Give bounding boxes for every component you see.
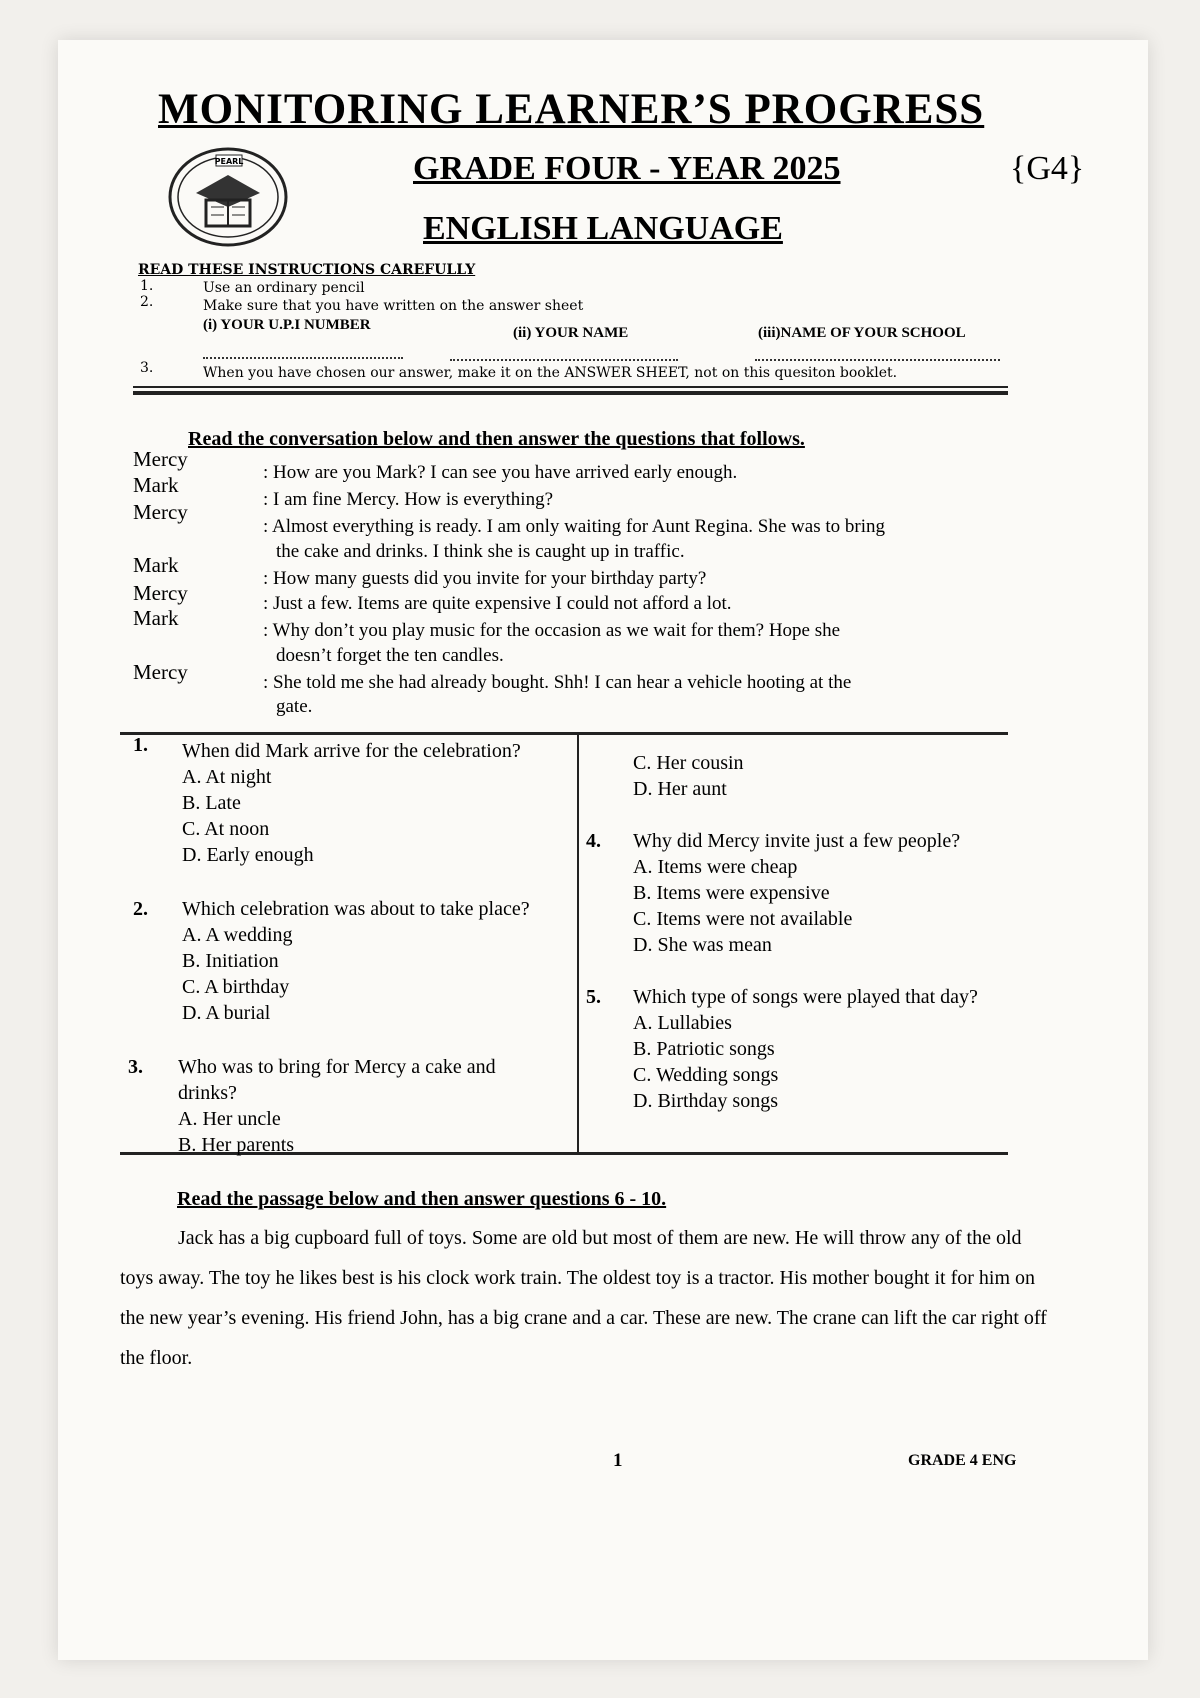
q3-option-c[interactable]: C. Her cousin bbox=[633, 752, 744, 774]
school-answer-line[interactable] bbox=[755, 358, 1000, 361]
speaker-6: Mark bbox=[133, 606, 179, 630]
speaker-4: Mark bbox=[133, 553, 179, 577]
page-number: 1 bbox=[613, 1450, 623, 1471]
conversation-heading: Read the conversation below and then answer the questions that follows. bbox=[188, 428, 805, 450]
questions-column-divider bbox=[577, 734, 579, 1152]
dialogue-6: : Why don’t you play music for the occasion as we wait for them? Hope she bbox=[263, 620, 841, 641]
speaker-1: Mercy bbox=[133, 447, 188, 471]
grade-code: {G4} bbox=[1010, 150, 1085, 187]
instruction-2-num: 2. bbox=[140, 294, 154, 310]
instruction-3-num: 3. bbox=[140, 360, 154, 376]
dialogue-4: : How many guests did you invite for your birthday party? bbox=[263, 568, 707, 589]
subject-title: ENGLISH LANGUAGE bbox=[423, 210, 783, 247]
q5-option-a[interactable]: A. Lullabies bbox=[633, 1012, 732, 1034]
speaker-3: Mercy bbox=[133, 500, 188, 524]
q5-option-b[interactable]: B. Patriotic songs bbox=[633, 1038, 775, 1060]
q3-option-b[interactable]: B. Her parents bbox=[178, 1134, 295, 1156]
exam-page bbox=[58, 40, 1148, 1660]
instruction-3: When you have chosen our answer, make it on the ANSWER SHEET, not on this quesiton booklet. bbox=[203, 365, 898, 381]
dialogue-5: : Just a few. Items are quite expensive I could not afford a lot. bbox=[263, 593, 732, 614]
instruction-1-num: 1. bbox=[140, 278, 154, 294]
passage-heading: Read the passage below and then answer questions 6 - 10. bbox=[177, 1188, 667, 1210]
dialogue-3-cont: the cake and drinks. I think she is caught up in traffic. bbox=[276, 541, 685, 562]
question-2-text: Which celebration was about to take place? bbox=[182, 898, 530, 920]
dialogue-7-cont: gate. bbox=[276, 696, 313, 717]
instructions-heading: READ THESE INSTRUCTIONS CAREFULLY bbox=[138, 262, 476, 278]
school-field-label: (iii)NAME OF YOUR SCHOOL bbox=[758, 325, 966, 341]
question-4-text: Why did Mercy invite just a few people? bbox=[633, 830, 961, 852]
q2-option-b[interactable]: B. Initiation bbox=[182, 950, 279, 972]
q1-option-d[interactable]: D. Early enough bbox=[182, 844, 314, 866]
q1-option-b[interactable]: B. Late bbox=[182, 792, 241, 814]
dialogue-3: : Almost everything is ready. I am only waiting for Aunt Regina. She was to bring bbox=[263, 516, 885, 537]
q1-option-c[interactable]: C. At noon bbox=[182, 818, 270, 840]
logo-text: PEARL bbox=[214, 157, 244, 166]
question-5-text: Which type of songs were played that day? bbox=[633, 986, 978, 1008]
q5-option-d[interactable]: D. Birthday songs bbox=[633, 1090, 778, 1112]
instruction-2: Make sure that you have written on the answer sheet bbox=[203, 298, 584, 314]
name-answer-line[interactable] bbox=[450, 358, 678, 361]
q2-option-c[interactable]: C. A birthday bbox=[182, 976, 290, 998]
divider-top bbox=[133, 386, 1008, 388]
footer-label: GRADE 4 ENG bbox=[908, 1452, 1017, 1469]
dialogue-1: : How are you Mark? I can see you have arrived early enough. bbox=[263, 462, 738, 483]
name-field-label: (ii) YOUR NAME bbox=[513, 325, 629, 341]
question-1-text: When did Mark arrive for the celebration? bbox=[182, 740, 521, 762]
speaker-5: Mercy bbox=[133, 581, 188, 605]
questions-top-border bbox=[120, 732, 1008, 735]
question-5-number: 5. bbox=[586, 986, 601, 1008]
passage-text: Jack has a big cupboard full of toys. Some are old but most of them are new. He will throw any of the old toys away. The toy he likes best is his clock work train. The oldest toy is a tractor. His mother bought it for him on the new year’s evening. His friend John, has a big crane and a car. These are new. The crane can lift the car right off the floor. bbox=[120, 1227, 1047, 1369]
question-4-number: 4. bbox=[586, 830, 601, 852]
instruction-1: Use an ordinary pencil bbox=[203, 280, 365, 296]
q4-option-d[interactable]: D. She was mean bbox=[633, 934, 772, 956]
dialogue-2: : I am fine Mercy. How is everything? bbox=[263, 489, 554, 510]
q3-option-d[interactable]: D. Her aunt bbox=[633, 778, 727, 800]
q3-option-a[interactable]: A. Her uncle bbox=[178, 1108, 281, 1130]
question-2-number: 2. bbox=[133, 898, 148, 920]
upi-field-label: (i) YOUR U.P.I NUMBER bbox=[203, 317, 371, 333]
q4-option-b[interactable]: B. Items were expensive bbox=[633, 882, 830, 904]
question-3-text-cont: drinks? bbox=[178, 1082, 237, 1104]
q2-option-a[interactable]: A. A wedding bbox=[182, 924, 293, 946]
q4-option-a[interactable]: A. Items were cheap bbox=[633, 856, 798, 878]
speaker-2: Mark bbox=[133, 473, 179, 497]
question-1-number: 1. bbox=[133, 734, 148, 756]
school-logo-icon bbox=[166, 145, 291, 250]
q1-option-a[interactable]: A. At night bbox=[182, 766, 272, 788]
question-3-text: Who was to bring for Mercy a cake and bbox=[178, 1056, 496, 1078]
q2-option-d[interactable]: D. A burial bbox=[182, 1002, 271, 1024]
question-3-number: 3. bbox=[128, 1056, 143, 1078]
page-title: MONITORING LEARNER’S PROGRESS bbox=[158, 86, 985, 133]
divider-top-thick bbox=[133, 391, 1008, 395]
q4-option-c[interactable]: C. Items were not available bbox=[633, 908, 853, 930]
dialogue-7: : She told me she had already bought. Shh! I can hear a vehicle hooting at the bbox=[263, 672, 852, 693]
dialogue-6-cont: doesn’t forget the ten candles. bbox=[276, 645, 504, 666]
q5-option-c[interactable]: C. Wedding songs bbox=[633, 1064, 779, 1086]
grade-year: GRADE FOUR - YEAR 2025 bbox=[413, 150, 841, 187]
speaker-7: Mercy bbox=[133, 660, 188, 684]
upi-answer-line[interactable] bbox=[203, 356, 403, 359]
